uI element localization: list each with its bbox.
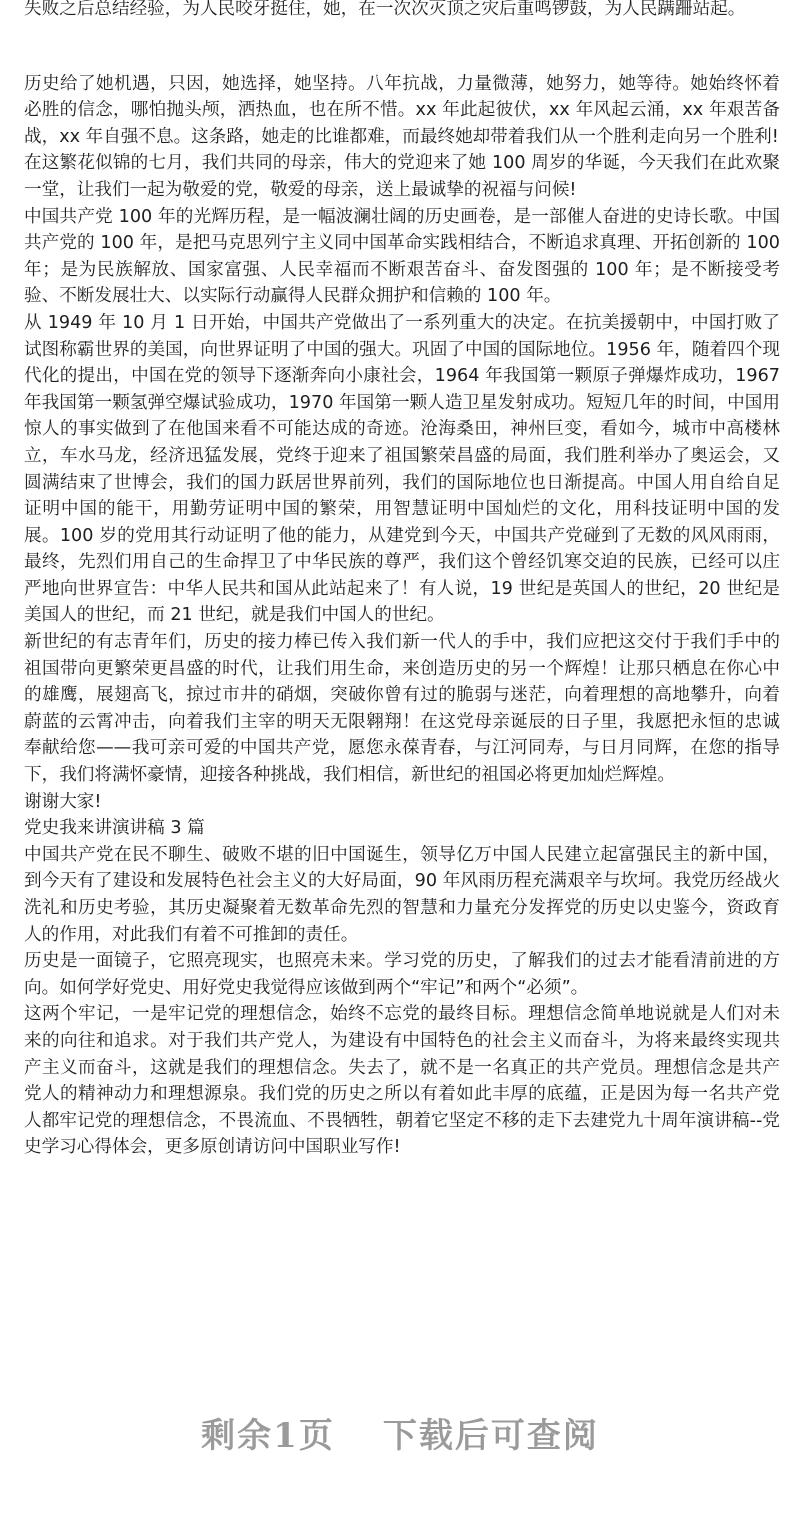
closing-line: 谢谢大家!: [24, 791, 102, 812]
remaining-pages-label: 剩余1页: [201, 1416, 335, 1456]
download-prompt[interactable]: [0, 1408, 800, 1457]
paragraph: 这两个牢记，一是牢记党的理想信念，始终不忘党的最终目标。理想信念简单地说就是人们对未来的向往和追求。对于我们共产党人，为建设有中国特色的社会主义而奋斗，为将来最终实现共产主义而奋斗，这就是我们的理想信念。失去了，就不是一名真正的共产党员。理想信念是共产党人的精神动力和理想源泉。我们党的历史之所以有着如此丰厚的底蕴，正是因为每一名共产党人都牢记党的理想信念，不畏流血、不畏牺牲，朝着它坚定不移的走下去建党九十周年演讲稿--党史学习心得体会，更多原创请访问中国职业写作!: [24, 1004, 780, 1158]
section-title: 党史我来讲演讲稿 3 篇: [24, 818, 205, 839]
remaining-pages-banner[interactable]: [0, 1408, 800, 1457]
paragraph: 从 1949 年 10 月 1 日开始，中国共产党做出了一系列重大的决定。在抗美援朝中，中国打败了试图称霸世界的美国，向世界证明了中国的强大。巩固了中国的国际地位。1956 年，随着四个现代化的提出，中国在党的领导下逐渐奔向小康社会，1964 年我国第一颗原子弹爆炸成功，1967 年我国第一颗氢弹空爆试验成功，1970 年国第一颗人造卫星发射成功。短短几年的时间，中国用惊人的事实做到了在他国来看不可能达成的奇迹。沧海桑田，神州巨变，看如今，城市中高楼林立，车水马龙，经济迅猛发展，党终于迎来了祖国繁荣昌盛的局面，我们胜利举办了奥运会，又圆满结束了世博会，我们的国力跃居世界前列，我们的国际地位也日渐提高。中国人用自给自足证明中国的能干，用勤劳证明中国的繁荣，用智慧证明中国灿烂的文化，用科技证明中国的发展。100 岁的党用其行动证明了他的能力，从建党到今天，中国共产党碰到了无数的风风雨雨，最终，先烈们用自己的生命捍卫了中华民族的尊严，我们这个曾经饥寒交迫的民族，已经可以庄严地向世界宣告：中华人民共和国从此站起来了！有人说，19 世纪是英国人的世纪，20 世纪是美国人的世纪，而 21 世纪，就是我们中国人的世纪。: [24, 312, 780, 626]
paragraph: 在这繁花似锦的七月，我们共同的母亲，伟大的党迎来了她 100 周岁的华诞，今天我们在此欢聚一堂，让我们一起为敬爱的党，敬爱的母亲，送上最诚挚的祝福与问候!: [24, 153, 780, 200]
paragraph: 历史给了她机遇，只因，她选择，她坚持。八年抗战，力量微薄，她努力，她等待。她始终怀着必胜的信念，哪怕抛头颅，洒热血，也在所不惜。xx 年此起彼伏，xx 年风起云涌，xx 年艰苦备战，xx 年自强不息。这条路，她走的比谁都难，而最终她却带着我们从一个胜利走向另一个胜利!: [24, 73, 780, 147]
paragraph: 中国共产党在民不聊生、破败不堪的旧中国诞生，领导亿万中国人民建立起富强民主的新中国，到今天有了建设和发展特色社会主义的大好局面，90 年风雨历程充满艰辛与坎坷。我党历经战火洗礼和历史考验，其历史凝聚着无数革命先烈的智慧和力量充分发挥党的历史以史鉴今，资政育人的作用，对此我们有着不可推卸的责任。: [24, 844, 780, 945]
paragraph: 新世纪的有志青年们，历史的接力棒已传入我们新一代人的手中，我们应把这交付于我们手中的祖国带向更繁荣更昌盛的时代，让我们用生命，来创造历史的另一个辉煌！让那只栖息在你心中的雄鹰，展翅高飞，掠过市井的硝烟，突破你曾有过的脆弱与迷茫，向着理想的高地攀升，向着蔚蓝的云霄冲击，向着我们主宰的明天无限翱翔！在这党母亲诞辰的日子里，我愿把永恒的忠诚奉献给您——我可亲可爱的中国共产党，愿您永葆青春，与江河同寿，与日月同辉，在您的指导下，我们将满怀豪情，迎接各种挑战，我们相信，新世纪的祖国必将更加灿烂辉煌。: [24, 632, 780, 786]
paragraph: 失败之后总结经验，为人民咬牙挺住，她，在一次次灭顶之灾后重鸣锣鼓，为人民蹒跚站起。: [24, 0, 746, 19]
download-to-view-label: 下载后可查阅: [382, 1416, 599, 1456]
paragraph: 中国共产党 100 年的光辉历程，是一幅波澜壮阔的历史画卷，是一部催人奋进的史诗长歌。中国共产党的 100 年，是把马克思列宁主义同中国革命实践相结合，不断追求真理、开拓创新的 100 年；是为民族解放、国家富强、人民幸福而不断艰苦奋斗、奋发图强的 100 年；是不断接受考验、不断发展壮大、以实际行动赢得人民群众拥护和信赖的 100 年。: [24, 206, 780, 307]
document-body: [24, 0, 780, 1161]
paragraph-gap: [24, 23, 780, 71]
paragraph: 历史是一面镜子，它照亮现实，也照亮未来。学习党的历史，了解我们的过去才能看清前进的方向。如何学好党史、用好党史我觉得应该做到两个“牢记”和两个“必须”。: [24, 951, 780, 998]
